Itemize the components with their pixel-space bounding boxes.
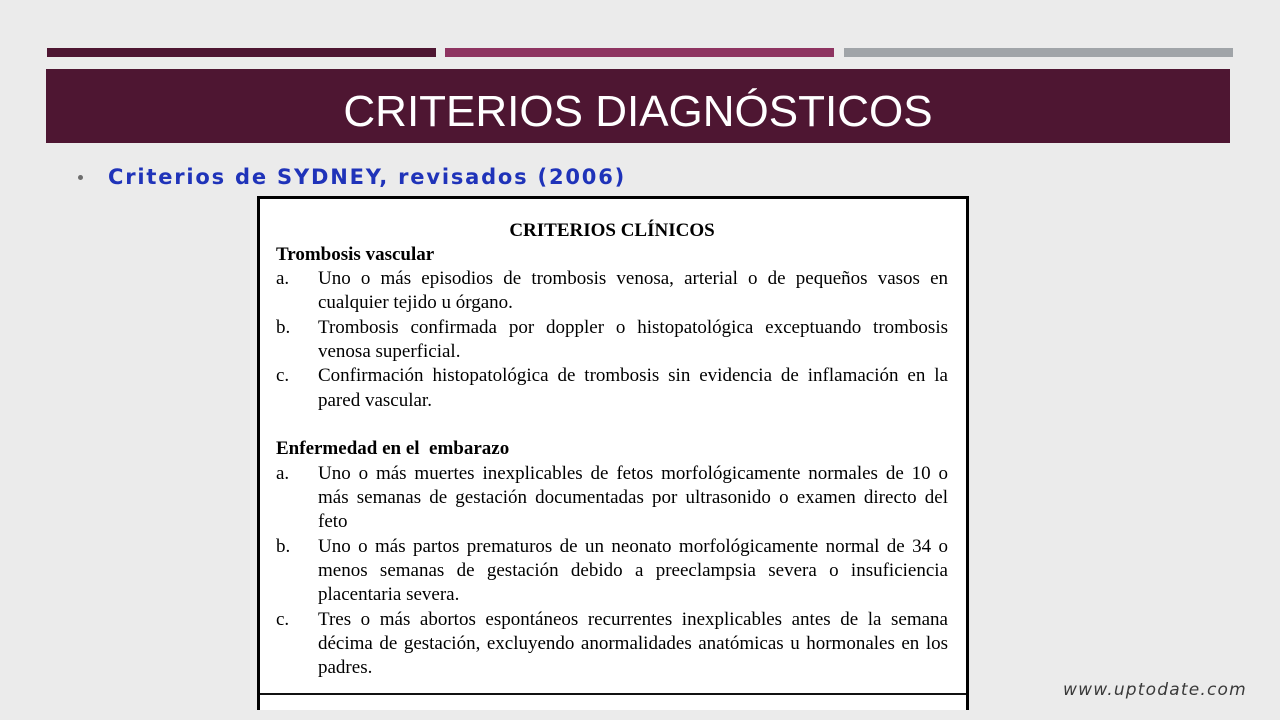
item-line: feto [318,511,348,533]
item-text [318,608,948,681]
title-band [46,69,1230,143]
accent-bar-gray [844,48,1233,57]
item-label: b. [276,316,291,338]
bullet-icon [78,175,83,180]
item-line: más semanas de gestación documentadas por ultrasonido o examen directo del [318,487,948,509]
accent-bar-rose [445,48,834,57]
item-line: Uno o más muertes inexplicables de fetos morfológicamente normales de 10 o [318,462,948,484]
item-line: cualquier tejido u órgano. [318,292,513,314]
item-line: Tres o más abortos espontáneos recurrentes inexplicables antes de la semana [318,608,948,630]
accent-bar-dark [47,48,436,57]
item-text [318,462,948,535]
item-label: a. [276,268,290,290]
item-line: venosa superficial. [318,341,461,363]
item-line: Trombosis confirmada por doppler o histopatológica exceptuando trombosis [318,316,948,338]
document-content [276,219,948,681]
item-text [318,267,948,316]
document-table-rule [260,693,966,695]
item-text [318,535,948,608]
criterion-item [276,462,948,535]
source-footer: www.uptodate.com [1063,680,1247,700]
item-line: menos semanas de gestación debido a preeclampsia severa o insuficiencia [318,560,948,582]
item-line: padres. [318,657,373,679]
section-pregnancy-morbidity [276,437,948,680]
section-title: Trombosis vascular [276,243,435,265]
item-line: Uno o más partos prematuros de un neonato morfológicamente normal de 34 o [318,535,948,557]
item-text [318,364,948,413]
slide-title: CRITERIOS DIAGNÓSTICOS [343,87,933,136]
item-line: décima de gestación, excluyendo anormalidades anatómicas u hormonales en los [318,633,948,655]
item-line: Confirmación histopatológica de trombosis sin evidencia de inflamación en la [318,365,948,387]
document-heading: CRITERIOS CLÍNICOS [509,219,715,241]
criterion-item [276,535,948,608]
item-line: Uno o más episodios de trombosis venosa, arterial o de pequeños vasos en [318,268,948,290]
criterion-item [276,364,948,413]
criterion-item [276,316,948,365]
item-line: placentaria severa. [318,584,460,606]
item-label: b. [276,535,291,557]
item-line: pared vascular. [318,389,432,411]
criterion-item [276,267,948,316]
item-text [318,316,948,365]
criteria-document-image [257,196,969,710]
item-label: a. [276,462,290,484]
section-vascular-thrombosis [276,243,948,413]
bullet-text: Criterios de SYDNEY, revisados (2006) [108,165,626,189]
item-label: c. [276,365,290,387]
section-title: Enfermedad en el embarazo [276,438,510,460]
criterion-item [276,608,948,681]
item-label: c. [276,608,290,630]
